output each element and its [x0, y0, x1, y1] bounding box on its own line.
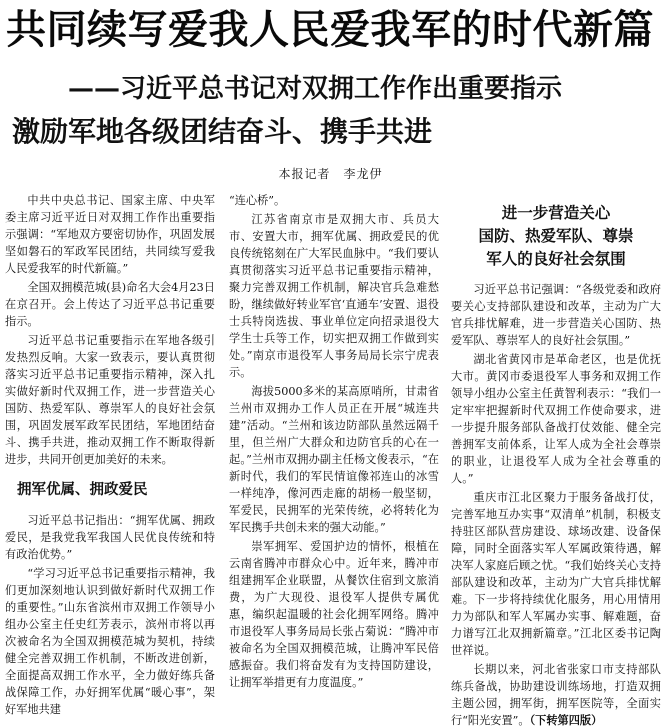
paragraph: 崇军拥军、爱国护边的情怀，根植在云南省腾冲市群众心中。近年来，腾冲市组建拥军企业联盟，从餐饮住宿到文旅消费，为广大现役、退役军人提供专属优惠，编织起温暖的社会化拥军网络。腾冲市退役军人事务局局长张占菊说：“腾冲市被命名为全国双拥模范城，让腾冲军民倍感振奋。我们将奋发有为支持国防建设，让拥军举措更有力度温度。” — [229, 540, 439, 689]
section-heading — [451, 202, 661, 271]
paragraph — [451, 661, 661, 727]
section-heading: 拥军优属、拥政爱民 — [17, 482, 148, 498]
section-heading-line: 军人的良好社会氛围 — [486, 250, 626, 268]
paragraph: 江苏省南京市是双拥大市、兵员大市、安置大市，拥军优属、拥政爱民的优良传统铭刻在广大军民血脉中。“我们要认真贯彻落实习近平总书记重要指示精神，聚力完善双拥工作机制，解决官兵急难愁盼，继续做好转业军官‘直通车’安置、退役士兵特岗选拔、事业单位定向招录退役大学生士兵等工作，切实把双拥工作做到实处。”南京市退役军人事务局局长宗宁虎表示。 — [229, 213, 439, 379]
article-column-2 — [229, 192, 439, 727]
section-heading-line: 进一步营造关心 — [501, 204, 611, 222]
subheadline-1: ——习近平总书记对双拥工作作出重要指示 — [68, 74, 563, 104]
paragraph-text: 长期以来，河北省张家口市支持部队练兵备战，协助建设训练场地，打造双拥主题公园，拥军街，拥军医院等，全面实行“阳光安置”。 — [451, 663, 661, 727]
paragraph: 中共中央总书记、国家主席、中央军委主席习近平近日对双拥工作作出重要指示强调：“军地双方要密切协作，巩固发展坚如磐石的军政军民团结，共同续写爱我人民爱我军的时代新篇。” — [5, 194, 215, 275]
section-heading-line: 国防、热爱军队、尊崇 — [478, 227, 634, 245]
paragraph: 全国双拥模范城(县)命名大会4月23日在京召开。会上传达了习近平总书记重要指示。 — [5, 281, 215, 328]
paragraph: “连心桥”。 — [229, 194, 286, 207]
paragraph: 湖北省黄冈市是革命老区，也是优抚大市。黄冈市委退役军人事务和双拥工作领导小组办公室主任黄智利表示：“我们一定牢牢把握新时代双拥工作使命要求，进一步提升服务部队备战打仗效能、健全完善拥军支前体系，让军人成为全社会尊崇的职业，让退役军人成为全社会尊重的人。” — [451, 353, 661, 485]
paragraph: 习近平总书记指出：“拥军优属、拥政爱民，是我党我军我国人民优良传统和特有政治优势。” — [5, 514, 215, 561]
paragraph: 海拔5000多米的某高原哨所，甘肃省兰州市双拥办工作人员正在开展“城连共建”活动。“兰州和该边防部队虽然远隔千里，但兰州广大群众和边防官兵的心在一起。”兰州市双拥办副主任杨文俊表示，“在新时代，我们的军民情谊像祁连山的冰雪一样纯净，像河西走廊的胡杨一般坚韧，军爱民，民拥军的光荣传统，必将转化为军民携手共创未来的强大动能。” — [229, 385, 439, 534]
continued-on-page-note: （下转第四版） — [529, 713, 603, 727]
paragraph: 习近平总书记强调：“各级党委和政府要关心支持部队建设和改革，主动为广大官兵排忧解难，进一步营造关心国防、热爱军队、尊崇军人的良好社会氛围。” — [451, 283, 661, 347]
article-column-3 — [451, 192, 661, 727]
paragraph: 习近平总书记重要指示在军地各级引发热烈反响。大家一致表示，要认真贯彻落实习近平总书记重要指示精神，深入扎实做好新时代双拥工作，进一步营造关心国防、热爱军队、尊崇军人的良好社会氛围，巩固发展军政军民团结，军地团结奋斗、携手共进，推动双拥工作不断取得新进步，共同开创更加美好的未来。 — [5, 334, 215, 466]
subheadline-2: 激励军地各级团结奋斗、携手共进 — [12, 115, 433, 148]
paragraph: “学习习近平总书记重要指示精神，我们更加深刻地认识到做好新时代双拥工作的重要性。”山东省滨州市双拥工作领导小组办公室主任史红芳表示，滨州市将以再次被命名为全国双拥模范城为契机，持续健全完善双拥工作机制，不断改进创新，全面提高双拥工作水平，全力做好练兵备战保障工作，办好拥军优属“暖心事”，架好军地共建 — [5, 567, 215, 716]
paragraph: 重庆市江北区聚力于服务备战打仗，完善军地互办实事“双清单”机制，积极支持驻区部队营房建设、球场改建、设备保障，同时全面落实军人军属政策待遇，解决军人家庭后顾之忧。“我们始终关心支持部队建设和改革，主动为广大官兵排忧解难。下一步将持续优化服务，用心用情用力为部队和军人军属办实事、解难题，奋力谱写江北双拥新篇章。”江北区委书记陶世祥说。 — [451, 491, 661, 657]
article-column-1 — [5, 192, 215, 727]
byline: 本报记者 李龙伊 — [278, 167, 383, 181]
headline: 共同续写爱我人民爱我军的时代新篇 — [6, 7, 654, 53]
